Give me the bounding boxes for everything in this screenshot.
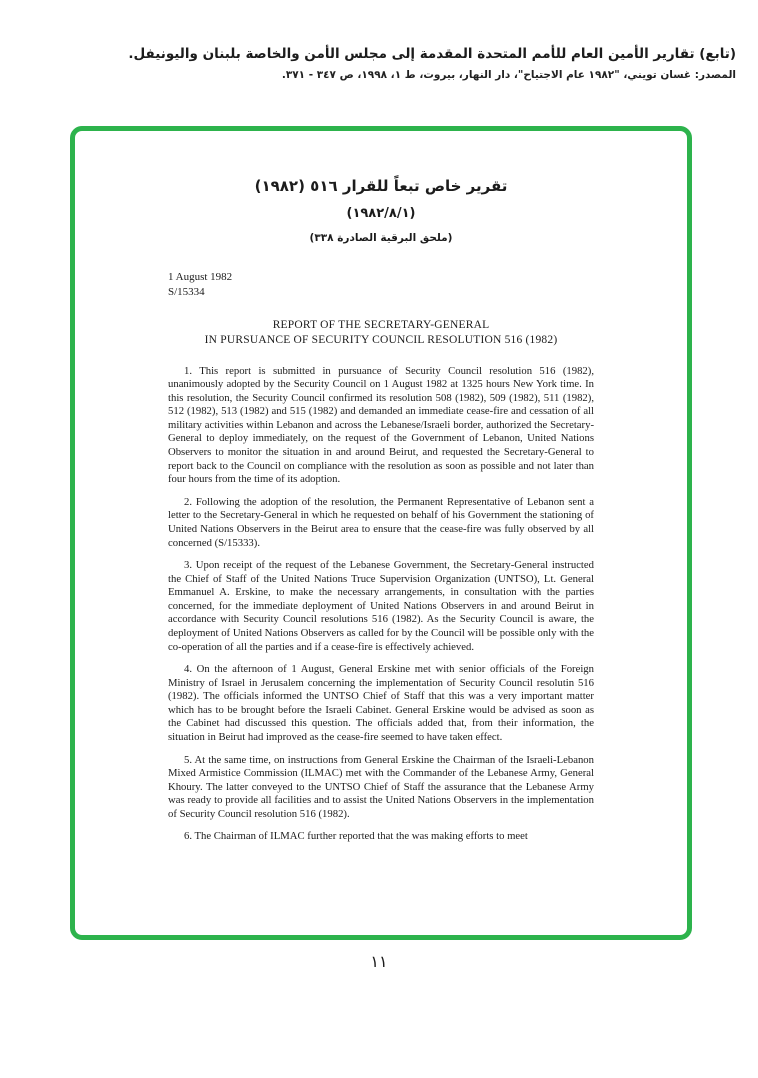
document-frame	[70, 126, 692, 940]
arabic-header-source: المصدر: غسان تويني، "١٩٨٢ عام الاجتياح"، دار النهار، بيروت، ط ١، ١٩٩٨، ص ٣٤٧ - ٣٧١.	[281, 69, 736, 81]
paragraph-4: 4. On the afternoon of 1 August, General Erskine met with senior officials of the Foreign Ministry of Israel in Jerusalem concerning the implementation of Security Council resolutin 516 (1982). The officials informed the UNTSO Chief of Staff that this was a very important matter which has to be brought before the Israeli Cabinet. General Erskine would be advised as soon as the Cabinet had discussed this question. The officials added that, from their information, the situation in Beirut had improved as the cease-fire seemed to have taken effect.	[168, 663, 594, 744]
report-title-line2: IN PURSUANCE OF SECURITY COUNCIL RESOLUTION 516 (1982)	[204, 333, 558, 346]
document-meta	[168, 270, 594, 300]
arabic-header	[40, 46, 736, 81]
report-title-line1: REPORT OF THE SECRETARY-GENERAL	[272, 318, 490, 331]
arabic-title-block	[168, 177, 594, 244]
paragraph-5: 5. At the same time, on instructions from General Erskine the Chairman of the Israeli-Lebanon Mixed Armistice Commission (ILMAC) met with the Commander of the Lebanese Army, General Khoury. The latter conveyed to the UNTSO Chief of Staff the assurance that the Lebanese Army was ready to provide all facilities and to assist the United Nations Observers in the implementation of Security Council resolution 516 (1982).	[168, 753, 594, 820]
document-content	[168, 177, 594, 844]
paragraph-2: 2. Following the adoption of the resolution, the Permanent Representative of Lebanon sent a letter to the Secretary-General in which he requested on behalf of his Government the stationing of United Nations Observers in the Beirut area to ensure that the cease-fire was fully observed by all concerned (S/15333).	[168, 495, 594, 549]
paragraph-6: 6. The Chairman of ILMAC further reported that the was making efforts to meet	[184, 830, 528, 843]
arabic-header-title: (تابع) تقارير الأمين العام للأمم المتحدة المقدمة إلى مجلس الأمن والخاصة بلبنان واليونيفل.	[128, 46, 736, 62]
arabic-report-date: (١٩٨٢/٨/١)	[346, 206, 416, 221]
document-date: 1 August 1982	[168, 271, 233, 283]
paragraph-3: 3. Upon receipt of the request of the Lebanese Government, the Secretary-General instructed the Chief of Staff of the United Nations Truce Supervision Organization (UNTSO), Lt. General Emmanuel A. Erskine, to make the necessary arrangements, in consultation with the parties concerned, for the immediate deployment of United Nations Observers in and around Beirut in accordance with Security Council resolutions 516 (1982). As the Security Council is aware, the deployment of United Nations Observers as called for by the Council will be possible only with the co-operation of all the parties and if a cease-fire is effectively achieved.	[168, 559, 594, 653]
report-title	[168, 318, 594, 348]
page-number: ١١	[370, 952, 388, 971]
arabic-telegram-note: (ملحق البرقية الصادرة ٣٣٨)	[309, 232, 453, 244]
paragraph-1: 1. This report is submitted in pursuance of Security Council resolution 516 (1982), unanimously adopted by the Security Council on 1 August 1982 at 1325 hours New York time. In this resolution, the Security Council confirmed its resolution 508 (1982), 509 (1982), 511 (1982), 512 (1982), 513 (1982) and 515 (1982) and demanded an immediate cease-fire and cessation of all military activities within Lebanon and across the Lebanese/Israeli border, authorized the Secretary-General to deploy immediately, on the request of the Government of Lebanon, United Nations Observers to monitor the situation in and around Beirut, and requested the Secretary-General to report back to the Council on compliance with the resolution as soon as possible and not later than four hours from the time of its adoption.	[168, 364, 594, 486]
arabic-report-title: تقرير خاص تبعاً للقرار ٥١٦ (١٩٨٢)	[254, 177, 508, 195]
document-symbol: S/15334	[168, 285, 205, 298]
